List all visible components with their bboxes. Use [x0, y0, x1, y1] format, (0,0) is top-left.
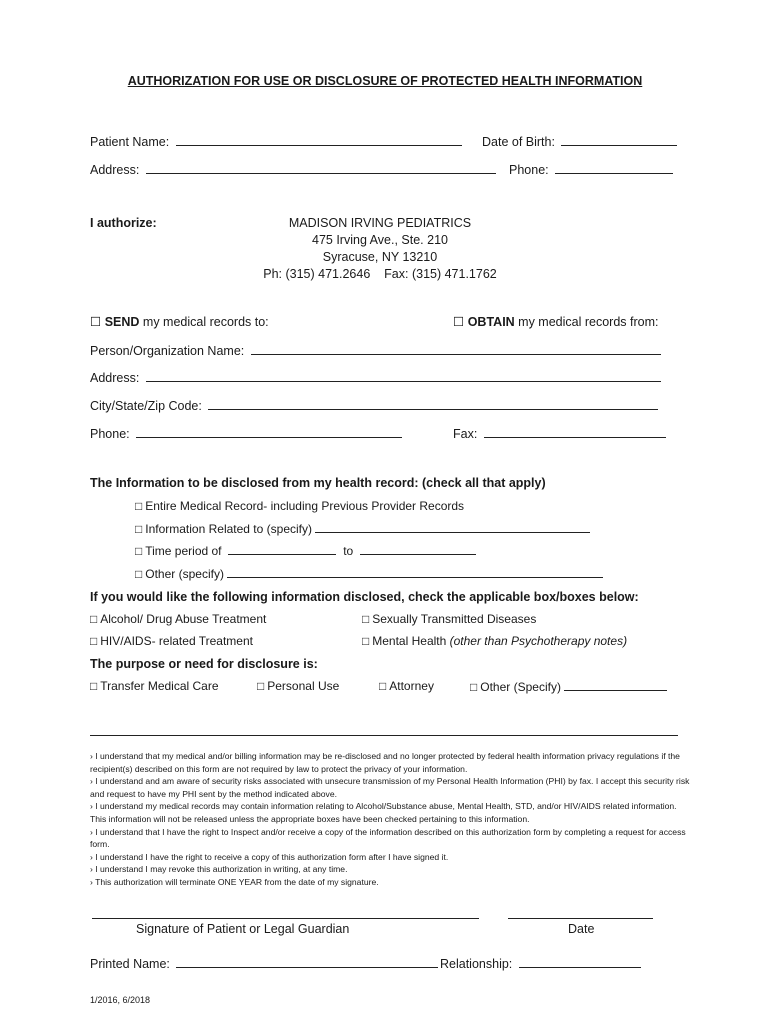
signature-date-label: Date: [568, 922, 595, 936]
provider-city: Syracuse, NY 13210: [322, 250, 438, 264]
recipient-org-label: Person/Organization Name:: [90, 344, 245, 358]
info-time-to-label: to: [343, 544, 354, 558]
signature-label: Signature of Patient or Legal Guardian: [136, 922, 350, 936]
sensitive-heading: If you would like the following information disclosed, check the applicable box/boxes below:: [90, 590, 639, 604]
printed-name-field[interactable]: [176, 956, 438, 968]
info-time-to-field[interactable]: [360, 543, 476, 555]
obtain-label: my medical records from:: [514, 315, 659, 329]
patient-address-field[interactable]: [146, 162, 496, 174]
info-entire-option[interactable]: [135, 499, 464, 513]
patient-name-field[interactable]: [176, 134, 462, 146]
mental-health-option[interactable]: [362, 634, 627, 648]
obtain-checkbox[interactable]: ☐: [453, 315, 465, 329]
signature-date-field[interactable]: [508, 918, 653, 919]
patient-address-label: Address:: [90, 163, 140, 177]
hiv-option[interactable]: [90, 634, 253, 648]
std-checkbox[interactable]: □: [362, 612, 370, 626]
note-item: › This authorization will terminate ONE YEAR from the date of my signature.: [90, 876, 379, 887]
section-divider: [90, 735, 678, 736]
dob-field[interactable]: [561, 134, 677, 146]
note-item: › I understand I may revoke this authorization in writing, at any time.: [90, 864, 348, 875]
std-label: Sexually Transmitted Diseases: [372, 612, 537, 626]
recipient-address-row: [90, 370, 661, 385]
note-item: › I understand I have the right to receive a copy of this authorization form after I have signed it.: [90, 851, 449, 862]
patient-address-row: [90, 162, 496, 177]
authorize-label: I authorize:: [90, 216, 157, 230]
recipient-csz-field[interactable]: [208, 398, 658, 410]
info-time-from-field[interactable]: [228, 543, 336, 555]
recipient-fax-field[interactable]: [484, 426, 666, 438]
purpose-personal-label: Personal Use: [267, 679, 340, 693]
info-related-label: Information Related to (specify): [145, 522, 312, 536]
dob-label: Date of Birth:: [482, 135, 555, 149]
alcohol-label: Alcohol/ Drug Abuse Treatment: [100, 612, 267, 626]
info-other-option[interactable]: [135, 566, 603, 581]
purpose-other-checkbox[interactable]: □: [470, 680, 478, 694]
obtain-bold-label: OBTAIN: [467, 315, 515, 329]
purpose-attorney-label: Attorney: [389, 679, 434, 693]
purpose-other-option[interactable]: [470, 679, 667, 694]
recipient-fax-row: [453, 426, 666, 441]
note-item: › I understand that my medical and/or billing information may be re-disclosed and no longer protected by federal health information privacy regulations if the recipient(s) described on this form are not required by law to protect the privacy of your information.: [90, 751, 680, 774]
mental-health-note: (other than Psychotherapy notes): [449, 634, 628, 648]
recipient-fax-label: Fax:: [453, 427, 478, 441]
note-item: › I understand and am aware of security risks associated with unsecure transmission of my Personal Health Information (PHI) by fax. I accept this security risk and request to have my PHI sent by the method indicated above.: [90, 776, 690, 799]
signature-field[interactable]: [92, 918, 479, 919]
purpose-personal-option[interactable]: [257, 679, 339, 693]
patient-phone-label: Phone:: [509, 163, 549, 177]
info-related-option[interactable]: [135, 521, 590, 536]
recipient-address-field[interactable]: [146, 370, 661, 382]
note-item: › I understand my medical records may contain information relating to Alcohol/Substance abuse, Mental Health, STD, and/or HIV/AIDS related information. This information will not be released unless the appropriate boxes have been checked pertaining to this information.: [90, 801, 677, 824]
alcohol-checkbox[interactable]: □: [90, 612, 98, 626]
note-item: › I understand that I have the right to Inspect and/or receive a copy of the information described on this authorization form by completing a request for access form.: [90, 826, 686, 850]
alcohol-option[interactable]: [90, 612, 266, 626]
purpose-attorney-checkbox[interactable]: □: [379, 679, 387, 693]
info-heading: The Information to be disclosed from my health record: (check all that apply): [90, 476, 546, 490]
purpose-transfer-checkbox[interactable]: □: [90, 679, 98, 693]
send-checkbox[interactable]: ☐: [90, 315, 102, 329]
recipient-phone-field[interactable]: [136, 426, 402, 438]
provider-name: MADISON IRVING PEDIATRICS: [288, 216, 472, 230]
info-other-field[interactable]: [227, 566, 603, 578]
send-label: my medical records to:: [139, 315, 269, 329]
patient-phone-row: [509, 162, 673, 177]
info-entire-label: Entire Medical Record- including Previous Provider Records: [145, 499, 465, 513]
info-related-checkbox[interactable]: □: [135, 522, 143, 536]
std-option[interactable]: [362, 612, 536, 626]
provider-contact: Ph: (315) 471.2646 Fax: (315) 471.1762: [263, 267, 497, 281]
printed-name-row: [90, 956, 438, 971]
purpose-attorney-option[interactable]: [379, 679, 434, 693]
patient-name-label: Patient Name:: [90, 135, 170, 149]
obtain-option[interactable]: [453, 314, 658, 329]
info-related-field[interactable]: [315, 521, 590, 533]
revision-date: 1/2016, 6/2018: [90, 995, 151, 1005]
hiv-checkbox[interactable]: □: [90, 634, 98, 648]
purpose-other-field[interactable]: [564, 679, 667, 691]
recipient-phone-label: Phone:: [90, 427, 130, 441]
patient-name-row: [90, 134, 462, 149]
form-title: AUTHORIZATION FOR USE OR DISCLOSURE OF PROTECTED HEALTH INFORMATION: [127, 74, 643, 88]
recipient-phone-row: [90, 426, 402, 441]
mental-health-checkbox[interactable]: □: [362, 634, 370, 648]
relationship-field[interactable]: [519, 956, 641, 968]
recipient-org-row: [90, 343, 661, 358]
purpose-personal-checkbox[interactable]: □: [257, 679, 265, 693]
relationship-label: Relationship:: [440, 957, 513, 971]
purpose-transfer-label: Transfer Medical Care: [100, 679, 219, 693]
provider-block: [190, 215, 570, 283]
mental-health-label: Mental Health: [372, 634, 450, 648]
acknowledgements: [90, 750, 690, 889]
relationship-row: [440, 956, 641, 971]
recipient-org-field[interactable]: [251, 343, 661, 355]
info-time-checkbox[interactable]: □: [135, 544, 143, 558]
provider-street: 475 Irving Ave., Ste. 210: [312, 233, 448, 247]
info-time-option[interactable]: [135, 543, 476, 558]
purpose-heading: The purpose or need for disclosure is:: [90, 657, 318, 671]
info-other-checkbox[interactable]: □: [135, 567, 143, 581]
recipient-csz-label: City/State/Zip Code:: [90, 399, 202, 413]
patient-phone-field[interactable]: [555, 162, 673, 174]
recipient-address-label: Address:: [90, 371, 140, 385]
send-bold-label: SEND: [104, 315, 140, 329]
printed-name-label: Printed Name:: [90, 957, 170, 971]
info-entire-checkbox[interactable]: □: [135, 499, 143, 513]
purpose-other-label: Other (Specify): [480, 680, 561, 694]
info-time-label: Time period of: [145, 544, 222, 558]
dob-row: [482, 134, 677, 149]
purpose-transfer-option[interactable]: [90, 679, 219, 693]
hiv-label: HIV/AIDS- related Treatment: [100, 634, 253, 648]
info-other-label: Other (specify): [145, 567, 224, 581]
recipient-csz-row: [90, 398, 658, 413]
send-option[interactable]: [90, 314, 269, 329]
